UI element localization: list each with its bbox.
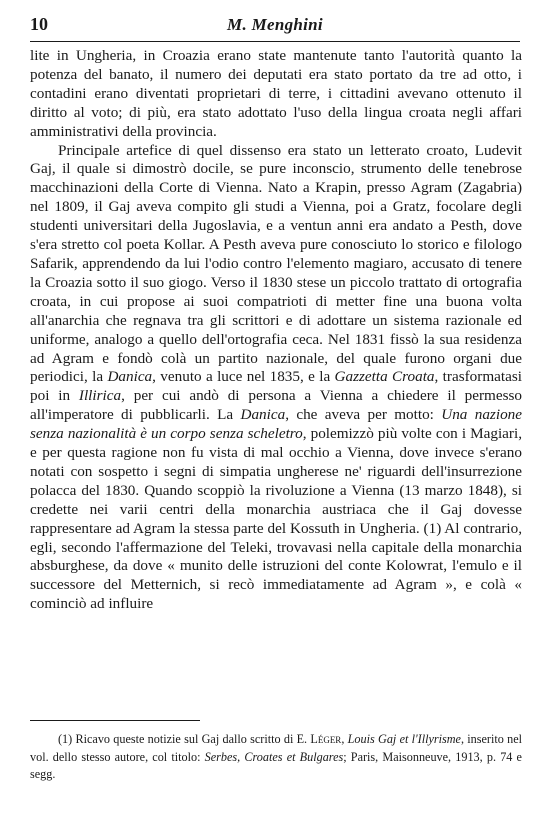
italic-illirica: Illirica [78,387,122,405]
paragraph-2-text-f: , polemizzò più volte con i Magiari, e per questa ragione non fu vista di mal occhio a Vienna, dove invece s'erano notati con sospetto i segni di simpatia ungherese ne' riguardi dell'insurrezione polacca del 1830. Quando scoppiò la rivoluzione a Vienna (13 marzo 1848), si credette nei varii centri della monarchia austriaca che il Gaj dovesse rappresentare ad Agram la stessa parte del Kossuth in Ungheria. (1) Al contrario, egli, secondo l'affermazione del Teleki, trovavasi nella capitale della monarchia absburghese, da dove « munito delle istruzioni del conte Kolowrat, l'emulo e il successore del Metternich, si recò immediatamente ad Agram », e colà « cominciò ad influire [30,425,522,613]
paragraph-2-text-b: , venuto a luce nel 1835, e la [152,368,335,386]
paragraph-2-text-e: , che aveva per motto: [285,406,442,424]
paragraph-2-text-c: , trasformatasi poi in [30,368,522,405]
paragraph-2 [30,142,522,615]
footnote-paragraph [30,731,522,784]
footnote-title-2: Serbes, Croates et Bulgares [204,749,344,764]
footnote-author: E. Léger [296,732,342,746]
footnote-text-c: , inserito nel vol. dello stesso autore, col titolo: [30,732,523,764]
running-title: M. Menghini [227,15,323,34]
main-text [30,47,522,614]
page-number: 10 [30,14,48,34]
footnote-text-b: , [341,732,348,746]
page-header [30,14,520,40]
footnote-title-1: Louis Gaj et l'Illyrisme [347,732,461,746]
italic-danica: Danica [107,368,153,386]
footnote-text-d: ; Paris, Maisonneuve, 1913, p. 74 e segg. [30,749,522,781]
header-rule [30,41,520,42]
paragraph-2-text-d: , per cui andò di persona a Vienna a chiedere il permesso all'imperatore di pubblicarli. La [30,387,522,424]
paragraph-1: lite in Ungheria, in Croazia erano state mantenute tanto l'autorità quanto la potenza del banato, il numero dei deputati era stato portato da tre ad otto, i contadini erano diventati proprietari di terre, i cittadini avevano ottenuto il diritto al voto; di più, era stato adottato l'uso della lingua croata negli affari amministrativi della provincia. [30,47,522,140]
footnote-text-a: (1) Ricavo queste notizie sul Gaj dallo scritto di [58,732,297,746]
italic-gazzetta-croata: Gazzetta Croata [334,368,435,386]
italic-motto: Una nazione senza nazionalità è un corpo senza scheletro [30,406,522,443]
italic-danica-2: Danica [240,406,286,424]
footnote [30,731,522,784]
paragraph-2-text-a: Principale artefice di quel dissenso era stato un letterato croato, Ludevit Gaj, il quale si dimostrò docile, se pure inconscio, strumento delle tenebrose macchinazioni della Corte di Vienna. Nato a Krapin, presso Agram (Zagabria) nel 1809, il Gaj aveva compito gli studi a Vienna, poi a Gratz, focolare degli studenti universitari della Jugoslavia, e a ventun anni era andato a Pesth, dove s'era stretto col poeta Kollar. A Pesth aveva pure conosciuto lo storico e filologo Safarik, apprendendo da lui l'odio contro l'elemento magiaro, accusato di tenere la Croazia sotto il suo giogo. Verso il 1830 stese un piccolo trattato di ortografia croata, in cui propose ai suoi compatrioti di metter fine una buona volta all'anarchia che regnava tra gli scrittori e di adottare un sistema razionale ed uniforme, analogo a quello dell'ortografia ceca. Nel 1831 fissò la sua residenza ad Agram e fondò colà un partito nazionale, del quale furono organi due periodici, la [30,141,522,386]
footnote-rule [30,720,200,721]
